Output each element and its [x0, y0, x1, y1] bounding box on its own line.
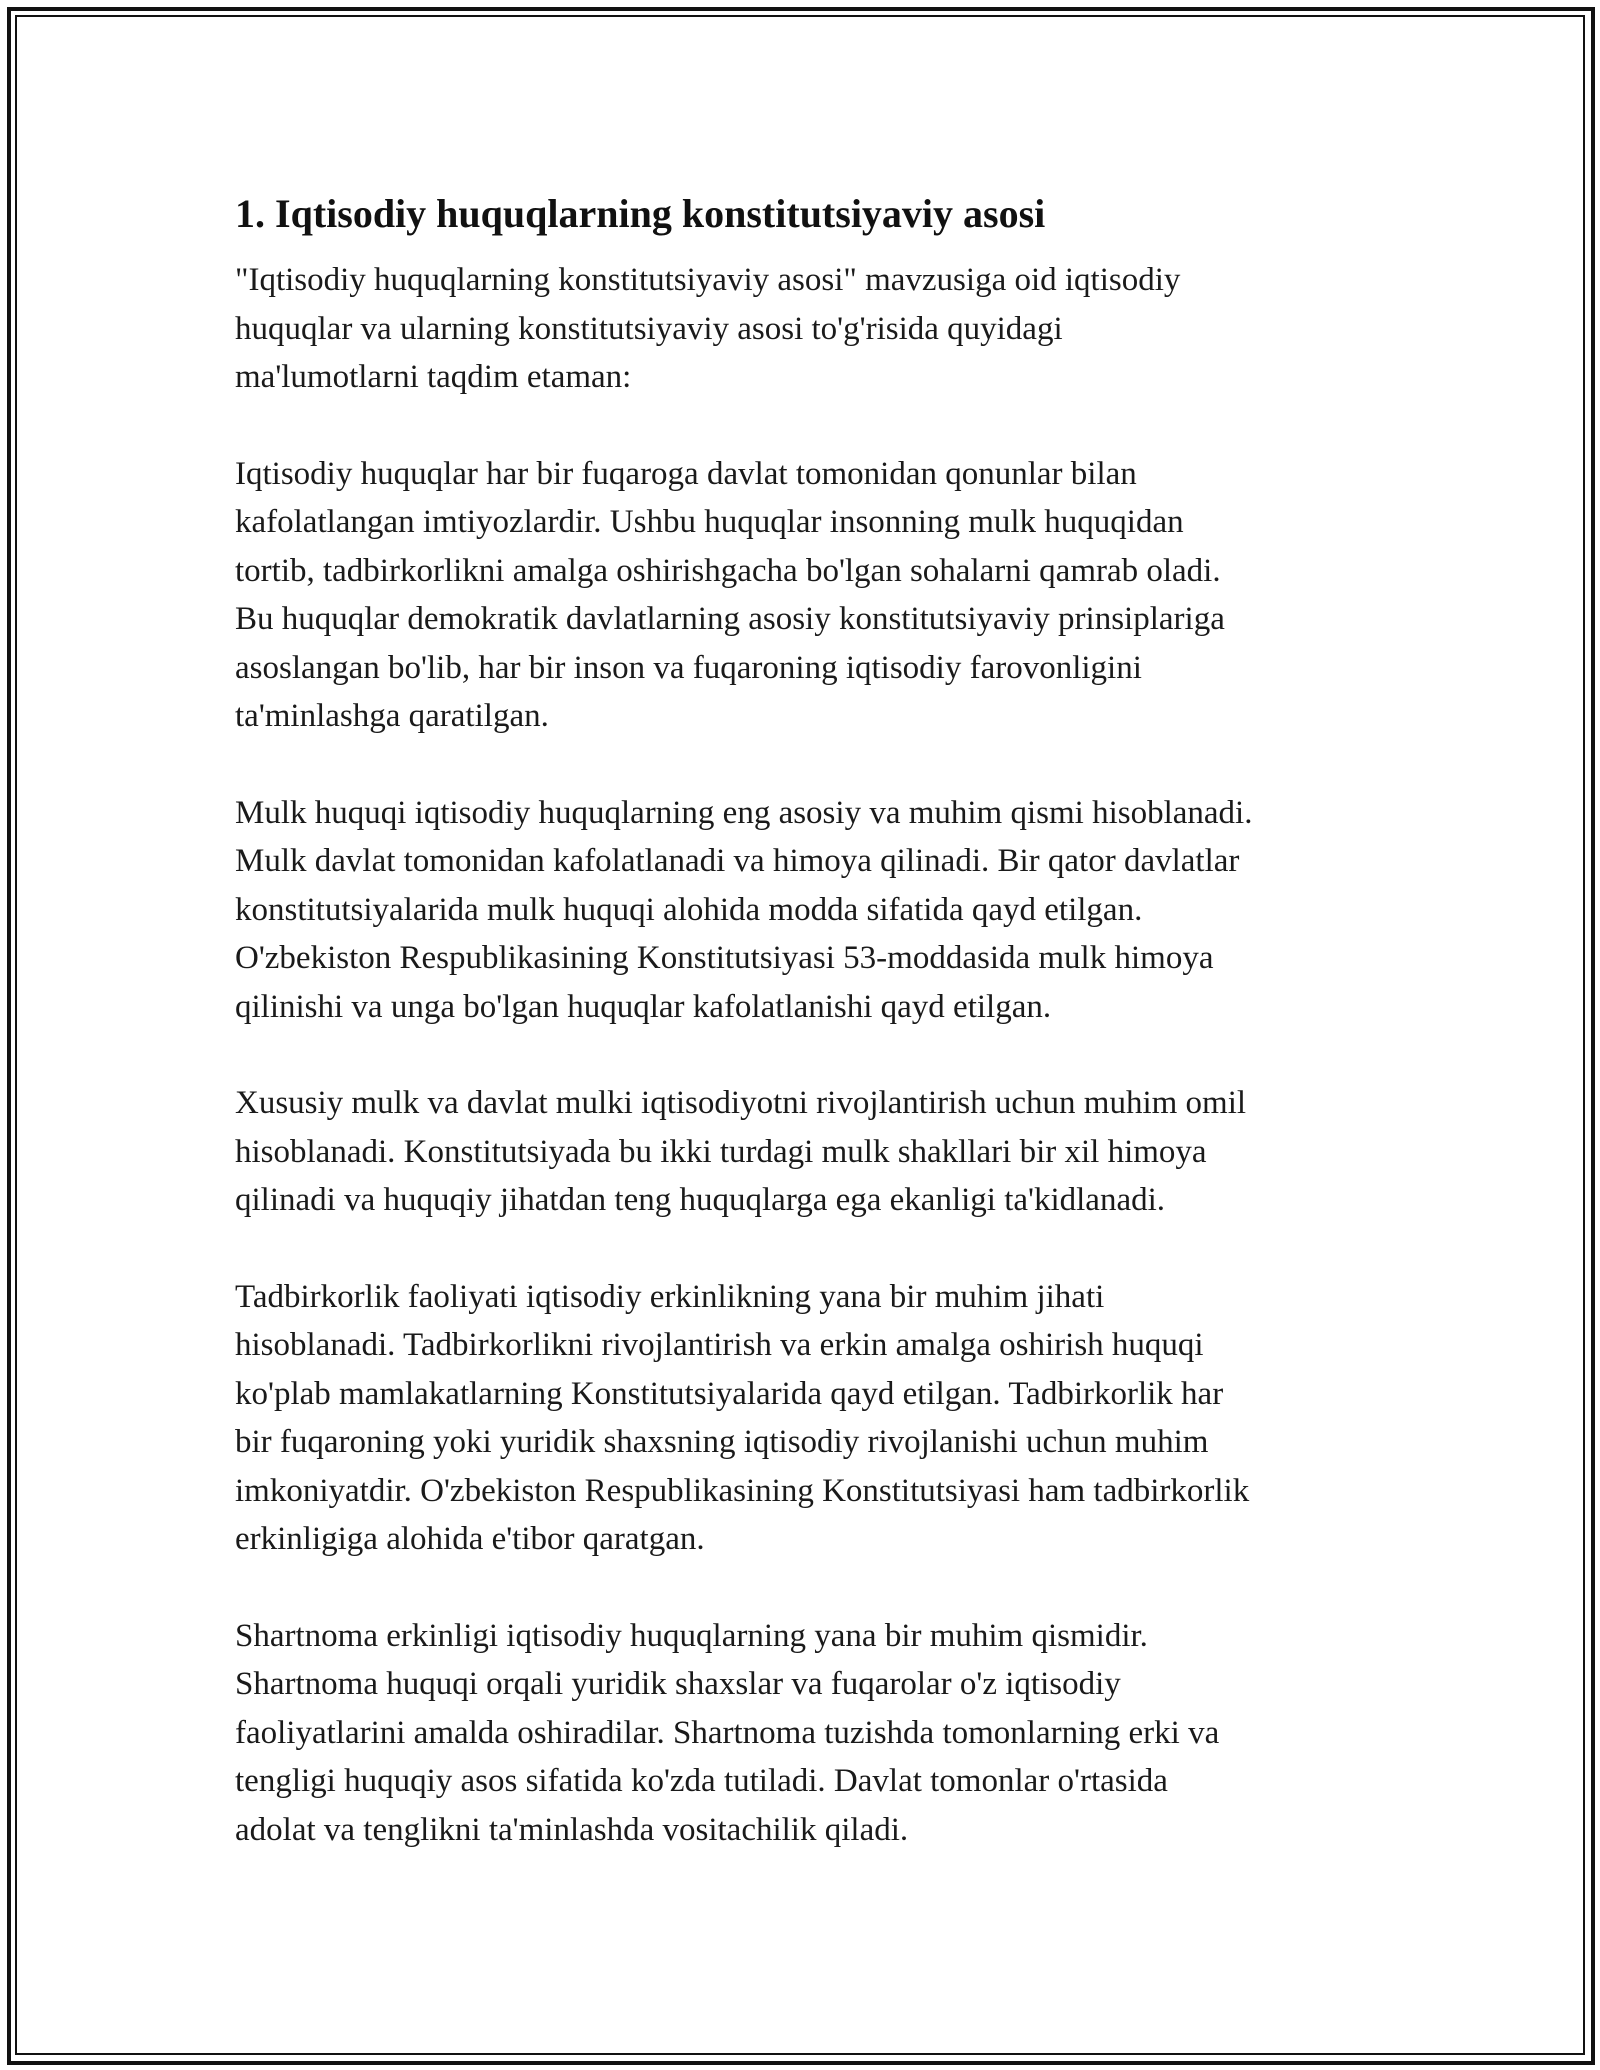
text-line: Xususiy mulk va davlat mulki iqtisodiyotni rivojlantirish uchun muhim omil — [235, 1085, 1247, 1121]
text-line: faoliyatlarini amalda oshiradilar. Shartnoma tuzishda tomonlarning erki va — [235, 1714, 1220, 1751]
text-line: erkinligiga alohida e'tibor qaratgan. — [235, 1521, 705, 1557]
text-line: tengligi huquqiy asos sifatida ko'zda tutiladi. Davlat tomonlar o'rtasida — [235, 1763, 1168, 1799]
paragraph-intro — [235, 256, 1375, 402]
text-line: tortib, tadbirkorlikni amalga oshirishgacha bo'lgan sohalarni qamrab oladi. — [235, 552, 1221, 589]
text-line: imkoniyatdir. O'zbekiston Respublikasining Konstitutsiyasi ham tadbirkorlik — [235, 1472, 1250, 1509]
text-line: ta'minlashga qaratilgan. — [235, 698, 549, 734]
text-line: Bu huquqlar demokratik davlatlarning asosiy konstitutsiyaviy prinsiplariga — [235, 601, 1225, 637]
text-line: Iqtisodiy huquqlar har bir fuqaroga davlat tomonidan qonunlar bilan — [235, 455, 1137, 492]
document-body — [235, 190, 1375, 1902]
text-line: qilinishi va unga bo'lgan huquqlar kafolatlanishi qayd etilgan. — [235, 988, 1052, 1025]
paragraph-private-state-property — [235, 1079, 1375, 1225]
text-line: kafolatlangan imtiyozlardir. Ushbu huquqlar insonning mulk huquqidan — [235, 504, 1184, 540]
text-line: Mulk davlat tomonidan kafolatlanadi va himoya qilinadi. Bir qator davlatlar — [235, 843, 1240, 879]
text-line: asoslangan bo'lib, har bir inson va fuqaroning iqtisodiy farovonligini — [235, 649, 1142, 686]
text-line: ma'lumotlarni taqdim etaman: — [235, 359, 632, 395]
text-line: hisoblanadi. Konstitutsiyada bu ikki turdagi mulk shakllari bir xil himoya — [235, 1133, 1207, 1170]
paragraph-property-right — [235, 789, 1375, 1032]
text-line: huquqlar va ularning konstitutsiyaviy asosi to'g'risida quyidagi — [235, 310, 1063, 347]
text-line: hisoblanadi. Tadbirkorlikni rivojlantirish va erkin amalga oshirish huquqi — [235, 1327, 1204, 1363]
text-line: qilinadi va huquqiy jihatdan teng huquqlarga ega ekanligi ta'kidlanadi. — [235, 1182, 1166, 1218]
text-line: bir fuqaroning yoki yuridik shaxsning iqtisodiy rivojlanishi uchun muhim — [235, 1424, 1209, 1460]
text-line: Mulk huquqi iqtisodiy huquqlarning eng asosiy va muhim qismi hisoblanadi. — [235, 794, 1253, 831]
paragraph-economic-rights — [235, 450, 1375, 741]
text-line: Shartnoma erkinligi iqtisodiy huquqlarning yana bir muhim qismidir. — [235, 1617, 1148, 1654]
paragraph-entrepreneurship — [235, 1273, 1375, 1564]
text-line: konstitutsiyalarida mulk huquqi alohida modda sifatida qayd etilgan. — [235, 891, 1143, 928]
paragraph-contract-freedom — [235, 1612, 1375, 1855]
text-line: ko'plab mamlakatlarning Konstitutsiyalarida qayd etilgan. Tadbirkorlik har — [235, 1375, 1224, 1412]
text-line: Shartnoma huquqi orqali yuridik shaxslar va fuqarolar o'z iqtisodiy — [235, 1666, 1121, 1702]
page-title: 1. Iqtisodiy huquqlarning konstitutsiyaviy asosi — [235, 191, 1046, 236]
text-line: adolat va tenglikni ta'minlashda vositachilik qiladi. — [235, 1811, 909, 1848]
text-line: Tadbirkorlik faoliyati iqtisodiy erkinlikning yana bir muhim jihati — [235, 1278, 1105, 1315]
text-line: "Iqtisodiy huquqlarning konstitutsiyaviy asosi" mavzusiga oid iqtisodiy — [235, 262, 1181, 298]
text-line: O'zbekiston Respublikasining Konstitutsiyasi 53-moddasida mulk himoya — [235, 940, 1214, 976]
